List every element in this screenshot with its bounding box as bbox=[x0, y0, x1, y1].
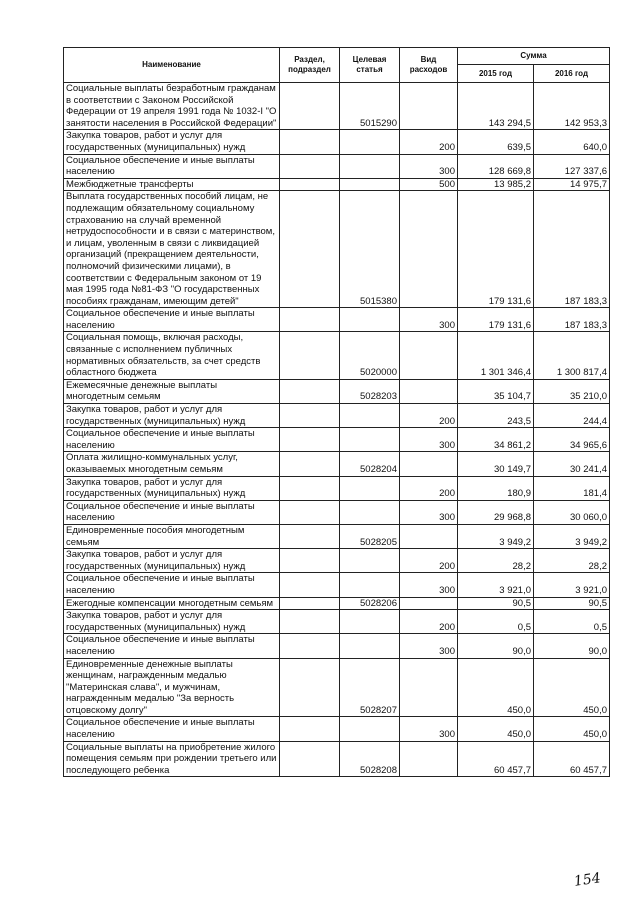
table-row bbox=[64, 379, 610, 403]
row-2015: 28,2 bbox=[458, 549, 534, 573]
row-2015: 639,5 bbox=[458, 130, 534, 154]
row-section bbox=[280, 154, 340, 178]
row-type bbox=[400, 191, 458, 308]
row-target: 5015380 bbox=[340, 191, 400, 308]
row-2015: 35 104,7 bbox=[458, 379, 534, 403]
row-name: Социальное обеспечение и иные выплаты населению bbox=[64, 428, 280, 452]
row-2016: 3 949,2 bbox=[534, 524, 610, 548]
row-target bbox=[340, 500, 400, 524]
row-section bbox=[280, 741, 340, 777]
row-type: 300 bbox=[400, 500, 458, 524]
table-row bbox=[64, 154, 610, 178]
header-name: Наименование bbox=[64, 48, 280, 83]
row-2015: 243,5 bbox=[458, 404, 534, 428]
table-row bbox=[64, 524, 610, 548]
row-type bbox=[400, 83, 458, 130]
table-body bbox=[64, 83, 610, 777]
table-row bbox=[64, 476, 610, 500]
row-name: Оплата жилищно-коммунальных услуг, оказываемых многодетным семьям bbox=[64, 452, 280, 476]
row-section bbox=[280, 178, 340, 191]
row-target: 5028204 bbox=[340, 452, 400, 476]
row-name: Ежемесячные денежные выплаты многодетным семьям bbox=[64, 379, 280, 403]
row-target: 5028208 bbox=[340, 741, 400, 777]
table-row bbox=[64, 130, 610, 154]
table-row bbox=[64, 610, 610, 634]
row-2016: 181,4 bbox=[534, 476, 610, 500]
row-section bbox=[280, 658, 340, 717]
row-target bbox=[340, 717, 400, 741]
row-type: 300 bbox=[400, 717, 458, 741]
row-name: Закупка товаров, работ и услуг для государственных (муниципальных) нужд bbox=[64, 549, 280, 573]
row-target bbox=[340, 634, 400, 658]
row-2015: 29 968,8 bbox=[458, 500, 534, 524]
row-target: 5028205 bbox=[340, 524, 400, 548]
row-type: 200 bbox=[400, 130, 458, 154]
row-target bbox=[340, 178, 400, 191]
row-type bbox=[400, 524, 458, 548]
row-2016: 142 953,3 bbox=[534, 83, 610, 130]
header-type: Вид расходов bbox=[400, 48, 458, 83]
row-section bbox=[280, 379, 340, 403]
row-name: Социальное обеспечение и иные выплаты населению bbox=[64, 500, 280, 524]
row-name: Единовременные пособия многодетным семьям bbox=[64, 524, 280, 548]
row-name: Социальное обеспечение и иные выплаты населению bbox=[64, 308, 280, 332]
row-section bbox=[280, 717, 340, 741]
table-row bbox=[64, 717, 610, 741]
row-name: Социальное обеспечение и иные выплаты населению bbox=[64, 717, 280, 741]
table-row bbox=[64, 308, 610, 332]
row-2015: 179 131,6 bbox=[458, 191, 534, 308]
row-section bbox=[280, 308, 340, 332]
row-type: 300 bbox=[400, 573, 458, 597]
row-target bbox=[340, 428, 400, 452]
row-section bbox=[280, 452, 340, 476]
row-name: Межбюджетные трансферты bbox=[64, 178, 280, 191]
row-2016: 640,0 bbox=[534, 130, 610, 154]
row-target: 5020000 bbox=[340, 332, 400, 379]
row-name: Выплата государственных пособий лицам, не подлежащим обязательному социальному страхованию на случай временной нетрудоспособности и в связи с материнством, и лицам, уволенным в связи с ликвидацией организаций (прекращением деятельности, полномочий физическими лицами), в соответствии с Федеральным законом от 19 мая 1995 года №81-ФЗ "О государственных пособиях гражданам, имеющим детей" bbox=[64, 191, 280, 308]
row-2015: 3 949,2 bbox=[458, 524, 534, 548]
row-2015: 450,0 bbox=[458, 717, 534, 741]
row-section bbox=[280, 634, 340, 658]
row-2016: 244,4 bbox=[534, 404, 610, 428]
row-2016: 450,0 bbox=[534, 658, 610, 717]
row-section bbox=[280, 476, 340, 500]
row-2016: 3 921,0 bbox=[534, 573, 610, 597]
row-section bbox=[280, 130, 340, 154]
row-section bbox=[280, 428, 340, 452]
header-target: Целевая статья bbox=[340, 48, 400, 83]
row-target: 5015290 bbox=[340, 83, 400, 130]
row-2016: 35 210,0 bbox=[534, 379, 610, 403]
row-section bbox=[280, 404, 340, 428]
row-section bbox=[280, 597, 340, 610]
table-row bbox=[64, 634, 610, 658]
row-section bbox=[280, 549, 340, 573]
row-section bbox=[280, 524, 340, 548]
row-type bbox=[400, 658, 458, 717]
row-2015: 1 301 346,4 bbox=[458, 332, 534, 379]
row-2015: 60 457,7 bbox=[458, 741, 534, 777]
row-name: Ежегодные компенсации многодетным семьям bbox=[64, 597, 280, 610]
row-target bbox=[340, 549, 400, 573]
row-2015: 13 985,2 bbox=[458, 178, 534, 191]
row-section bbox=[280, 573, 340, 597]
row-2016: 30 241,4 bbox=[534, 452, 610, 476]
row-type bbox=[400, 379, 458, 403]
row-type bbox=[400, 597, 458, 610]
row-2015: 90,5 bbox=[458, 597, 534, 610]
table-row bbox=[64, 428, 610, 452]
row-2016: 187 183,3 bbox=[534, 308, 610, 332]
row-type: 200 bbox=[400, 404, 458, 428]
table-row bbox=[64, 332, 610, 379]
table-row bbox=[64, 597, 610, 610]
row-2016: 90,0 bbox=[534, 634, 610, 658]
table-row bbox=[64, 549, 610, 573]
header-sum: Сумма bbox=[458, 48, 610, 65]
row-2016: 127 337,6 bbox=[534, 154, 610, 178]
row-name: Закупка товаров, работ и услуг для государственных (муниципальных) нужд bbox=[64, 130, 280, 154]
table-row bbox=[64, 404, 610, 428]
row-type: 300 bbox=[400, 428, 458, 452]
row-name: Социальное обеспечение и иные выплаты населению bbox=[64, 154, 280, 178]
row-2015: 30 149,7 bbox=[458, 452, 534, 476]
row-name: Социальное обеспечение и иные выплаты населению bbox=[64, 634, 280, 658]
row-2016: 1 300 817,4 bbox=[534, 332, 610, 379]
row-section bbox=[280, 83, 340, 130]
row-type: 200 bbox=[400, 610, 458, 634]
row-name: Социальные выплаты безработным гражданам в соответствии с Законом Российской Федерации от 19 апреля 1991 года № 1032-I "О занятости населения в Российской Федерации" bbox=[64, 83, 280, 130]
header-section: Раздел, подраздел bbox=[280, 48, 340, 83]
row-type: 300 bbox=[400, 634, 458, 658]
row-target bbox=[340, 404, 400, 428]
row-2016: 90,5 bbox=[534, 597, 610, 610]
row-2016: 30 060,0 bbox=[534, 500, 610, 524]
row-name: Закупка товаров, работ и услуг для государственных (муниципальных) нужд bbox=[64, 610, 280, 634]
row-2015: 3 921,0 bbox=[458, 573, 534, 597]
table-row bbox=[64, 83, 610, 130]
row-2015: 180,9 bbox=[458, 476, 534, 500]
row-target: 5028206 bbox=[340, 597, 400, 610]
page-number: 154 bbox=[573, 870, 602, 890]
row-2015: 0,5 bbox=[458, 610, 534, 634]
row-2016: 0,5 bbox=[534, 610, 610, 634]
table-row bbox=[64, 178, 610, 191]
row-target: 5028207 bbox=[340, 658, 400, 717]
row-target bbox=[340, 610, 400, 634]
table-row bbox=[64, 500, 610, 524]
table-row bbox=[64, 452, 610, 476]
row-name: Социальная помощь, включая расходы, связанные с исполнением публичных нормативных обязательств, за счет средств областного бюджета bbox=[64, 332, 280, 379]
header-2016: 2016 год bbox=[534, 65, 610, 83]
row-name: Закупка товаров, работ и услуг для государственных (муниципальных) нужд bbox=[64, 476, 280, 500]
row-2015: 450,0 bbox=[458, 658, 534, 717]
row-type bbox=[400, 741, 458, 777]
row-2015: 179 131,6 bbox=[458, 308, 534, 332]
row-type: 200 bbox=[400, 549, 458, 573]
row-2015: 143 294,5 bbox=[458, 83, 534, 130]
row-2016: 14 975,7 bbox=[534, 178, 610, 191]
table-row bbox=[64, 191, 610, 308]
row-name: Социальные выплаты на приобретение жилого помещения семьям при рождении третьего или последующего ребенка bbox=[64, 741, 280, 777]
row-type: 300 bbox=[400, 308, 458, 332]
row-target bbox=[340, 573, 400, 597]
row-2016: 60 457,7 bbox=[534, 741, 610, 777]
row-section bbox=[280, 332, 340, 379]
row-2016: 187 183,3 bbox=[534, 191, 610, 308]
row-type: 300 bbox=[400, 154, 458, 178]
table-row bbox=[64, 658, 610, 717]
row-target bbox=[340, 130, 400, 154]
row-section bbox=[280, 191, 340, 308]
row-2016: 28,2 bbox=[534, 549, 610, 573]
row-name: Закупка товаров, работ и услуг для государственных (муниципальных) нужд bbox=[64, 404, 280, 428]
row-type bbox=[400, 452, 458, 476]
row-name: Единовременные денежные выплаты женщинам, награжденным медалью "Материнская слава", и мужчинам, награжденным медалью "За верность отцовскому долгу" bbox=[64, 658, 280, 717]
row-2016: 450,0 bbox=[534, 717, 610, 741]
table-row bbox=[64, 573, 610, 597]
budget-table bbox=[63, 47, 610, 777]
row-target bbox=[340, 476, 400, 500]
row-name: Социальное обеспечение и иные выплаты населению bbox=[64, 573, 280, 597]
row-target bbox=[340, 154, 400, 178]
row-section bbox=[280, 500, 340, 524]
row-type bbox=[400, 332, 458, 379]
table-row bbox=[64, 741, 610, 777]
row-target: 5028203 bbox=[340, 379, 400, 403]
header-2015: 2015 год bbox=[458, 65, 534, 83]
row-section bbox=[280, 610, 340, 634]
row-2015: 128 669,8 bbox=[458, 154, 534, 178]
row-type: 200 bbox=[400, 476, 458, 500]
row-type: 500 bbox=[400, 178, 458, 191]
row-2015: 90,0 bbox=[458, 634, 534, 658]
row-2015: 34 861,2 bbox=[458, 428, 534, 452]
row-2016: 34 965,6 bbox=[534, 428, 610, 452]
row-target bbox=[340, 308, 400, 332]
